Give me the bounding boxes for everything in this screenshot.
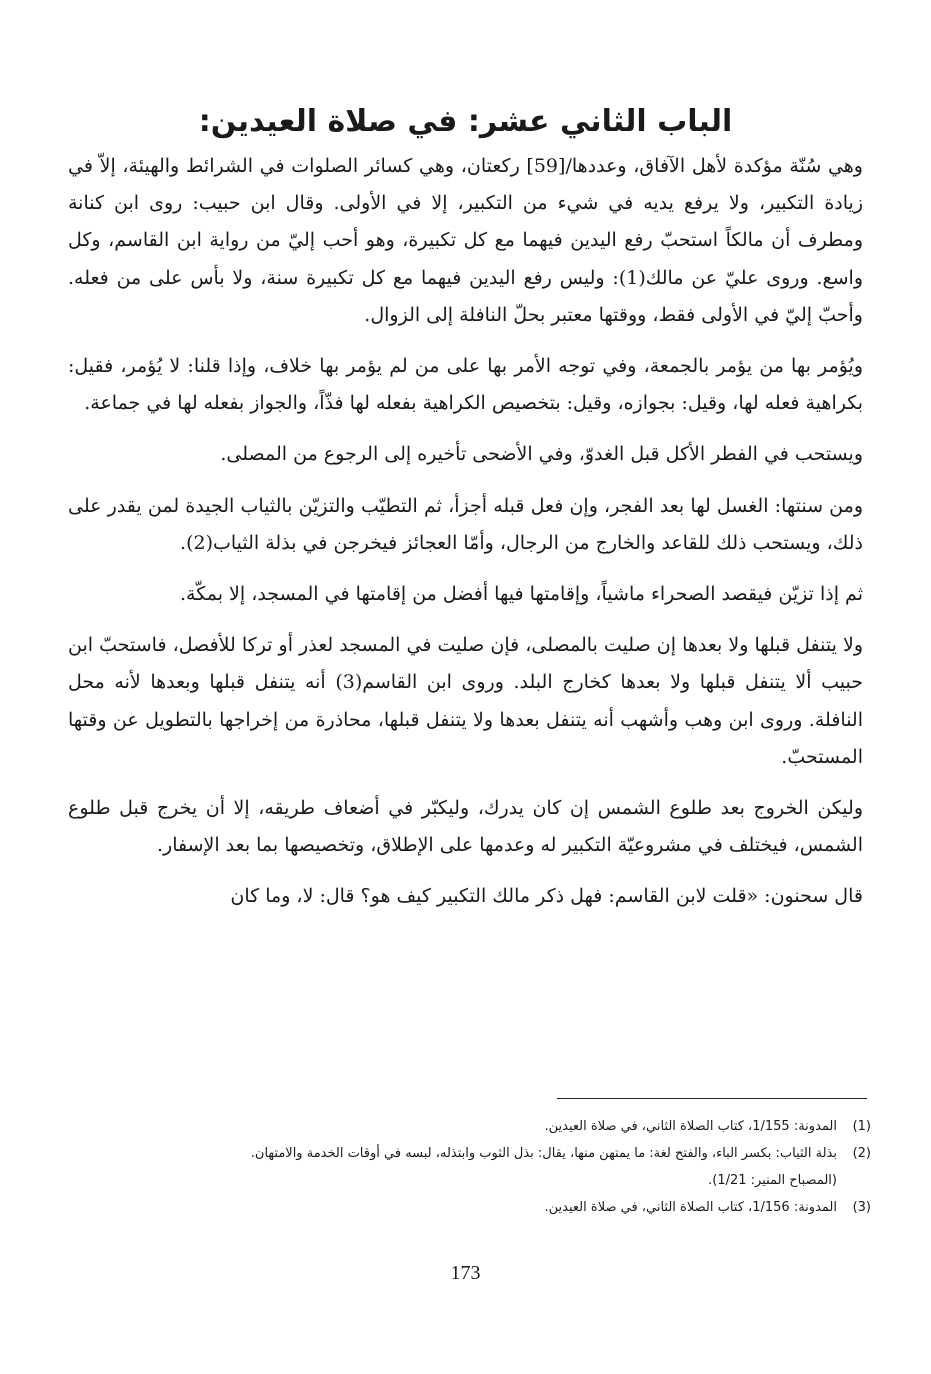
paragraph-2: ويُؤمر بها من يؤمر بالجمعة، وفي توجه الأمر بها على من لم يؤمر بها خلاف، وإذا قلنا: لا يُؤمر، فقيل: بكراهية فعله لها، وقيل: بجوازه، وقيل: بتخصيص الكراهية بفعله لها فذّاً، والجواز بفعله لها في جماعة.: [68, 355, 863, 415]
page-number: 173: [450, 1262, 481, 1284]
footnote-divider: [557, 1098, 867, 1099]
footnote-number: (1): [852, 1119, 871, 1134]
paragraph-7: وليكن الخروج بعد طلوع الشمس إن كان يدرك، وليكبّر في أضعاف طريقه، إلا أن يخرج قبل طلوع الشمس، فيختلف في مشروعيّة التكبير له وعدمها على الإطلاق، وتخصيصها بما بعد الإسفار.: [68, 797, 863, 857]
footnote-2: [60, 1140, 871, 1167]
footnote-2-continuation: [60, 1167, 871, 1194]
footnote-text: بذلة الثياب: بكسر الباء، والفتح لغة: ما يمتهن منها، يقال: بذل الثوب وابتذله، لبسه في أوقات الخدمة والامتهان.: [250, 1146, 837, 1161]
footnotes: [60, 1113, 871, 1221]
paragraph-6: ولا يتنفل قبلها ولا بعدها إن صليت بالمصلى، فإن صليت في المسجد لعذر أو تركا للأفصل، فاستحبّ ابن حبيب ألا يتنفل قبلها ولا بعدها كخارج البلد. وروى ابن القاسم(3) أنه يتنفل قبلها وبعدها لأنه محل النافلة. وروى ابن وهب وأشهب أنه يتنفل بعدها ولا يتنفل قبلها، محاذرة من إخراجها بالتطويل عن وقتها المستحبّ.: [68, 634, 863, 768]
main-text: [68, 148, 863, 930]
footnote-text: المدونة: 1/155، كتاب الصلاة الثاني، في صلاة العيدين.: [544, 1119, 837, 1134]
paragraph-5: ثم إذا تزيّن فيقصد الصحراء ماشياً، وإقامتها فيها أفضل من إقامتها في المسجد، إلا بمكّة.: [180, 583, 863, 606]
footnote-number: (2): [852, 1146, 871, 1161]
paragraph-8: قال سحنون: «قلت لابن القاسم: فهل ذكر مالك التكبير كيف هو؟ قال: لا، وما كان: [230, 885, 863, 908]
footnote-number: (3): [852, 1200, 871, 1215]
footnote-3: [60, 1194, 871, 1221]
chapter-title: الباب الثاني عشر: في صلاة العيدين:: [198, 104, 733, 140]
footnote-1: [60, 1113, 871, 1140]
paragraph-4: ومن سنتها: الغسل لها بعد الفجر، وإن فعل قبله أجزأ، ثم التطيّب والتزيّن بالثياب الجيدة لمن يقدر على ذلك، ويستحب ذلك للقاعد والخارج من الرجال، وأمّا العجائز فيخرجن في بذلة الثياب(2).: [68, 494, 863, 554]
paragraph-3: ويستحب في الفطر الأكل قبل الغدوّ، وفي الأضحى تأخيره إلى الرجوع من المصلى.: [220, 443, 863, 466]
footnote-text: (المصباح المنير: 1/21).: [708, 1173, 837, 1188]
paragraph-1: وهي سُنّة مؤكدة لأهل الآفاق، وعددها/[59] ركعتان، وهي كسائر الصلوات في الشرائط والهيئة، إلاّ في زيادة التكبير، ولا يرفع يديه في شيء من التكبير، إلا في الأولى. وقال ابن حبيب: روى ابن كنانة ومطرف أن مالكاً استحبّ رفع اليدين فيهما مع كل تكبيرة، وهو أحب إليّ من رواية ابن القاسم، وكل واسع. وروى عليّ عن مالك(1): وليس رفع اليدين فيهما مع كل تكبيرة سنة، ولا بأس على من فعله. وأحبّ إليّ في الأولى فقط، ووقتها معتبر بحلّ النافلة إلى الزوال.: [68, 155, 863, 326]
footnote-text: المدونة: 1/156، كتاب الصلاة الثاني، في صلاة العيدين.: [544, 1200, 837, 1215]
